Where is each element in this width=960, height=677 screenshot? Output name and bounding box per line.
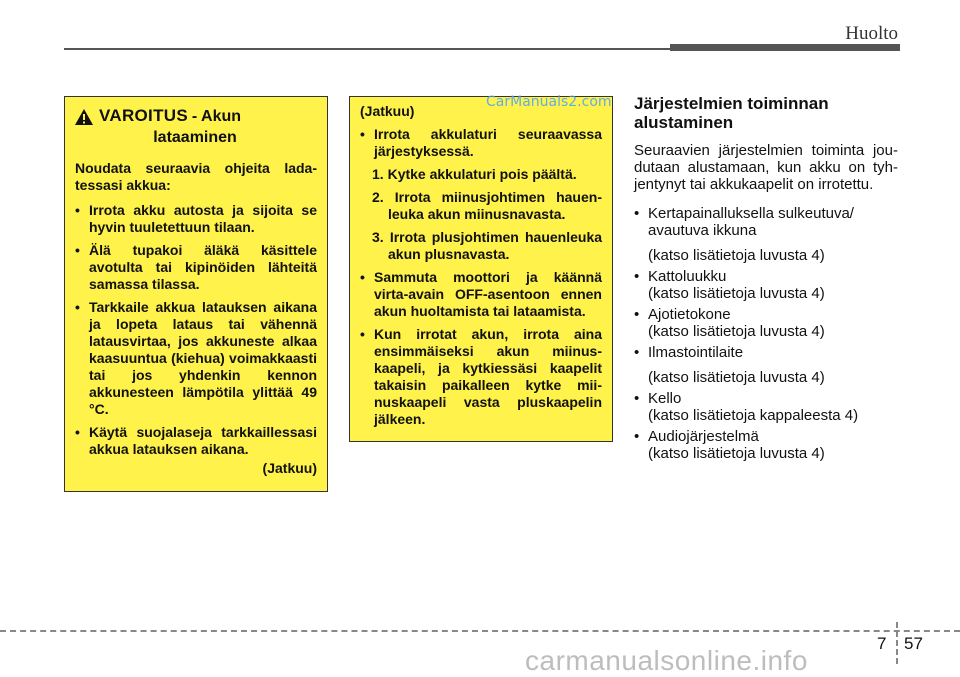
warning-title-line1: - Akun xyxy=(191,108,242,125)
header-rule-thick xyxy=(670,44,900,51)
warning-bullet: • Älä tupakoi äläkä käsittele avotulta tai kipinöiden lähteitä samassa tilassa. xyxy=(75,242,317,292)
warning-box-continued xyxy=(349,96,613,442)
header-rule xyxy=(64,48,670,50)
step-item: 3. Irrota plusjohtimen hauenleuka akun plusnavasta. xyxy=(372,229,603,262)
warning-triangle-icon xyxy=(75,109,93,125)
warning-label: VAROITUS xyxy=(99,106,188,125)
section-intro: Seuraavien järjestelmien toiminta joudutaan alustamaan, kun akku on tyhjentynyt tai akkukaapelit on irrotettu. xyxy=(634,142,898,193)
warning-bullet: • Irrota akku autosta ja sijoita se hyvin tuuletettuun tilaan. xyxy=(75,202,317,235)
warning-bullet: • Sammuta moottori ja käännä virta-avain OFF-asentoon ennen akun huoltamista tai lataamista. xyxy=(360,269,602,319)
warning-title-line2: lataaminen xyxy=(153,129,237,146)
list-item: • Ajotietokone (katso lisätietoja luvusta 4) xyxy=(634,306,825,340)
reset-systems-section xyxy=(634,94,898,466)
continued-head: (Jatkuu) xyxy=(360,103,415,119)
warning-header xyxy=(75,107,317,146)
warning-intro: Noudata seuraavia ohjeita ladatessasi akkua: xyxy=(75,160,317,193)
warning-bullet: • Tarkkaile akkua latauksen aikana ja lopeta lataus tai vähennä latausvirtaa, jos akkuneste alkaa kaasuuntua (kiehua) voimakkaasti tai jos yhdenkin kennon akkunesteen lämpötila ylittää 49 °C. xyxy=(75,299,317,417)
page-number: 57 xyxy=(904,634,923,653)
continued-label: (Jatkuu) xyxy=(262,460,317,476)
section-heading: Järjestelmien toiminnan alustaminen xyxy=(634,94,829,132)
step-item: 1. Kytke akkulaturi pois päältä. xyxy=(372,166,577,182)
warning-bullet: • Käytä suojalaseja tarkkaillessasi akkua latauksen aikana. xyxy=(75,424,317,457)
chapter-number: 7 xyxy=(877,634,887,653)
warning-bullet: • Kun irrotat akun, irrota aina ensimmäiseksi akun miinuskaapeli, ja kytkiessäsi kaapelit takaisin paikalleen kytke miinuskaapeli vasta pluskaapelin jälkeen. xyxy=(360,326,602,427)
step-item: 2. Irrota miinusjohtimen hauenleuka akun miinusnavasta. xyxy=(372,189,602,222)
list-item: • Audiojärjestelmä (katso lisätietoja luvusta 4) xyxy=(634,428,825,462)
warning-bullet: • Irrota akkulaturi seuraavassa järjestyksessä. xyxy=(360,126,602,159)
site-watermark: carmanualsonline.info xyxy=(525,645,808,676)
list-item: • Ilmastointilaite (katso lisätietoja luvusta 4) xyxy=(634,344,825,386)
list-item: • Kertapainalluksella sulkeutuva/ avautuva ikkuna (katso lisätietoja luvusta 4) xyxy=(634,205,854,264)
warning-box-battery-charging xyxy=(64,96,328,492)
section-title: Huolto xyxy=(845,23,898,44)
footer-divider xyxy=(0,630,960,632)
list-item: • Kattoluukku (katso lisätietoja luvusta 4) xyxy=(634,268,825,302)
footer-page-divider xyxy=(896,622,898,664)
list-item: • Kello (katso lisätietoja kappaleesta 4) xyxy=(634,390,859,424)
watermark: CarManuals2.com xyxy=(486,94,612,110)
